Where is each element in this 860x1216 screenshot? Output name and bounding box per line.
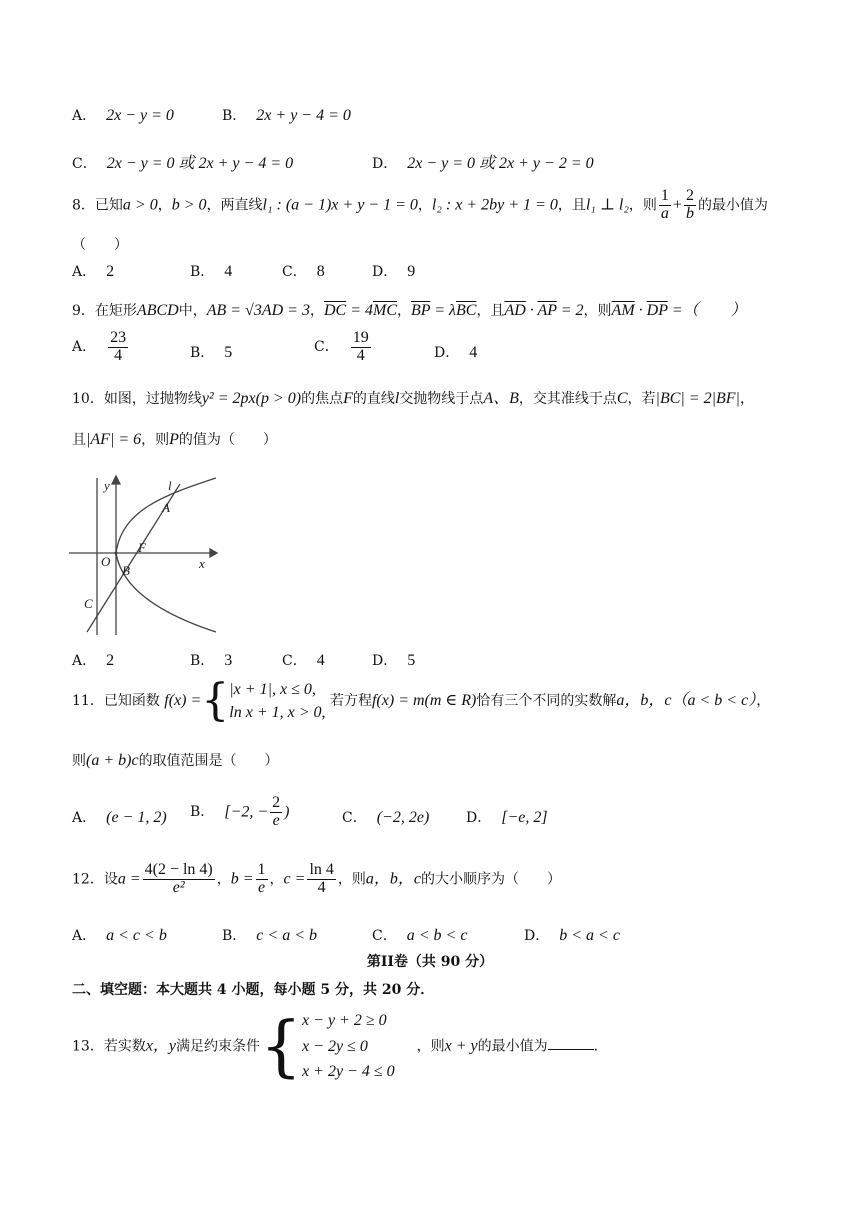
option-text: (−2, 2e) bbox=[376, 809, 430, 826]
denominator: b bbox=[685, 204, 694, 222]
question-11-stem-line2 bbox=[72, 750, 279, 770]
math: a = bbox=[117, 870, 141, 888]
option-label: B． bbox=[190, 653, 215, 669]
constraint-2: x − 2y ≤ 0 bbox=[302, 1037, 368, 1055]
q9-option-d bbox=[434, 342, 477, 362]
constraint-system bbox=[302, 1008, 395, 1085]
x-label: x bbox=[199, 556, 205, 571]
math: (a + b)c bbox=[86, 752, 139, 769]
math: a > 0 bbox=[122, 196, 158, 214]
point-a-label: A bbox=[162, 500, 170, 515]
part-heading: 二、填空题：本大题共 4 小题，每小题 5 分，共 20 分． bbox=[72, 982, 435, 998]
stem-text: ，则 bbox=[416, 1038, 445, 1055]
option-label: A． bbox=[72, 653, 97, 669]
fraction bbox=[351, 330, 371, 365]
vector: $\overline{DC}$ bbox=[323, 302, 347, 319]
option-label: C． bbox=[282, 653, 307, 669]
option-text: 2 bbox=[106, 652, 115, 669]
stem-text: 满足约束条件 bbox=[176, 1038, 261, 1055]
denominator: e bbox=[257, 878, 266, 896]
question-10-stem-line1 bbox=[72, 385, 754, 408]
math: l₁ : (a − 1)x + y − 1 = 0 bbox=[262, 196, 418, 214]
math: ABCD bbox=[136, 302, 179, 319]
stem-text: 的值为（ ） bbox=[178, 432, 277, 448]
q11-option-c bbox=[342, 807, 429, 827]
option-text: 5 bbox=[407, 652, 416, 669]
option-label: D． bbox=[372, 653, 398, 669]
option-text: a < c < b bbox=[106, 927, 167, 944]
numerator: 4(2 − ln 4) bbox=[144, 861, 213, 878]
math: f(x) = bbox=[164, 692, 202, 710]
option-label: D． bbox=[372, 156, 398, 172]
option-label: C． bbox=[314, 339, 339, 356]
math: AB = √3AD = 3 bbox=[206, 302, 310, 319]
math: （a < b < c） bbox=[671, 692, 757, 710]
stem-text: ． bbox=[593, 1038, 608, 1055]
option-label: B． bbox=[222, 108, 247, 124]
option-text: 9 bbox=[407, 263, 416, 280]
option-text: 4 bbox=[316, 652, 325, 669]
stem-text: ， bbox=[739, 391, 754, 407]
option-label: D． bbox=[434, 345, 460, 361]
parabola-figure bbox=[64, 470, 224, 640]
math: |AF| = 6 bbox=[86, 431, 142, 448]
math: = λ bbox=[430, 302, 456, 319]
y-label: y bbox=[104, 478, 110, 493]
math: x + y bbox=[444, 1037, 478, 1055]
math: =（ ） bbox=[667, 302, 747, 319]
denominator: 4 bbox=[114, 346, 123, 364]
stem-text: 的直线 bbox=[352, 391, 395, 407]
option-text: 4 bbox=[469, 344, 478, 361]
denominator: e bbox=[272, 811, 280, 829]
fraction bbox=[659, 188, 671, 223]
constraint-1: x − y + 2 ≥ 0 bbox=[302, 1012, 387, 1029]
math: c = bbox=[283, 870, 306, 888]
point-b-label: B bbox=[122, 563, 130, 578]
q12-option-b bbox=[222, 925, 317, 945]
option-text: [−e, 2] bbox=[501, 809, 548, 826]
fraction bbox=[684, 188, 696, 223]
option-text: 2 bbox=[106, 263, 115, 280]
option-text: 2x − y = 0 bbox=[106, 107, 174, 124]
case-2: ln x + 1, x > 0, bbox=[229, 704, 326, 722]
option-text: 2x + y − 4 = 0 bbox=[256, 107, 351, 124]
option-text: 4 bbox=[224, 263, 233, 280]
stem-text: 中， bbox=[178, 303, 207, 319]
stem-text: ，若 bbox=[627, 391, 656, 407]
stem-text: 8．已知 bbox=[72, 197, 123, 214]
math: f(x) = m(m ∈ R) bbox=[371, 692, 477, 710]
fraction bbox=[270, 795, 282, 830]
stem-text: ， bbox=[269, 871, 284, 888]
q11-option-a bbox=[72, 807, 167, 827]
math: · bbox=[634, 302, 647, 319]
vector: $\overline{MC}$ bbox=[372, 302, 397, 319]
option-label: C． bbox=[72, 156, 97, 172]
option-label: A． bbox=[72, 264, 97, 280]
q10-option-b bbox=[190, 650, 232, 670]
stem-text: 12．设 bbox=[72, 871, 118, 888]
stem-text: ， bbox=[216, 871, 231, 888]
stem-text: ， bbox=[756, 693, 771, 710]
option-label: D． bbox=[466, 810, 492, 826]
math: + bbox=[672, 196, 682, 214]
stem-text: 的取值范围是（ ） bbox=[138, 753, 279, 769]
fraction bbox=[256, 862, 268, 897]
stem-text: 交抛物线于点 bbox=[399, 391, 484, 407]
section-title: 第II卷（共 90 分） bbox=[366, 954, 494, 970]
option-text: ) bbox=[284, 803, 290, 821]
numerator: ln 4 bbox=[309, 861, 334, 878]
option-text: c < a < b bbox=[256, 927, 317, 944]
left-brace-icon: { bbox=[260, 1007, 303, 1085]
q7-option-b bbox=[222, 105, 351, 125]
stem-text: 的焦点 bbox=[301, 391, 344, 407]
vector: $\overline{AD}$ bbox=[504, 302, 526, 319]
stem-text: ，则 bbox=[141, 432, 170, 448]
q8-option-d bbox=[372, 261, 415, 281]
q11-option-b bbox=[190, 795, 289, 830]
option-text: 5 bbox=[224, 344, 233, 361]
option-label: C． bbox=[342, 810, 367, 826]
option-label: B． bbox=[190, 804, 215, 821]
vector: $\overline{BC}$ bbox=[455, 302, 477, 319]
option-text: a < b < c bbox=[406, 927, 468, 944]
stem-text: 且 bbox=[72, 432, 86, 448]
numerator: 2 bbox=[272, 794, 281, 811]
stem-text: ，且 bbox=[476, 303, 505, 319]
math: a，b，c bbox=[365, 870, 422, 888]
stem-text: ， bbox=[309, 303, 324, 319]
math: b = bbox=[230, 870, 254, 888]
stem-text: ， bbox=[157, 197, 172, 214]
stem-text: 10．如图，过抛物线 bbox=[72, 391, 202, 407]
q7-option-d bbox=[372, 150, 594, 173]
math: y² = 2px(p > 0) bbox=[201, 390, 302, 407]
q8-option-b bbox=[190, 261, 232, 281]
numerator: 2 bbox=[685, 187, 694, 204]
stem-text: ， bbox=[396, 303, 411, 319]
vector: $\overline{AM}$ bbox=[611, 302, 635, 319]
option-text: 3 bbox=[224, 652, 233, 669]
denominator: 4 bbox=[356, 346, 365, 364]
denominator: e² bbox=[172, 878, 185, 896]
question-11-stem bbox=[72, 675, 771, 727]
q10-option-c bbox=[282, 650, 325, 670]
q11-option-d bbox=[466, 807, 548, 827]
option-text: b < a < c bbox=[559, 927, 620, 944]
option-label: D． bbox=[524, 928, 550, 944]
q10-option-d bbox=[372, 650, 415, 670]
q7-option-a bbox=[72, 105, 174, 125]
math: = 4 bbox=[346, 302, 373, 319]
stem-text: 则 bbox=[72, 753, 86, 769]
denominator: a bbox=[660, 204, 669, 222]
case-1: |x + 1|, x ≤ 0, bbox=[229, 681, 316, 698]
stem-text: ， bbox=[417, 197, 432, 214]
question-9-stem bbox=[72, 297, 747, 320]
math: · bbox=[525, 302, 538, 319]
q7-option-c bbox=[72, 150, 293, 173]
x-axis-arrow bbox=[210, 549, 217, 557]
stem-text: 13．若实数 bbox=[72, 1038, 146, 1055]
math: x，y bbox=[145, 1037, 177, 1055]
stem-text: ，则 bbox=[583, 303, 612, 319]
option-label: B． bbox=[190, 264, 215, 280]
numerator: 1 bbox=[660, 187, 669, 204]
denominator: 4 bbox=[317, 878, 326, 896]
option-label: B． bbox=[222, 928, 247, 944]
origin-label: O bbox=[101, 554, 111, 569]
question-13-stem bbox=[72, 1008, 608, 1085]
option-text: 2x − y = 0 或 2x + y − 4 = 0 bbox=[106, 155, 294, 172]
option-label: A． bbox=[72, 339, 97, 356]
option-text: (e − 1, 2) bbox=[106, 809, 167, 826]
point-c-label: C bbox=[84, 596, 93, 611]
stem-text: ，则 bbox=[337, 871, 366, 888]
option-label: B． bbox=[190, 345, 215, 361]
constraint-3: x + 2y − 4 ≤ 0 bbox=[302, 1063, 395, 1081]
math: F bbox=[343, 390, 353, 407]
question-8-paren bbox=[72, 234, 128, 254]
left-brace-icon: { bbox=[201, 675, 230, 727]
line-l-label: l bbox=[168, 478, 172, 493]
stem-text: ，两直线 bbox=[206, 197, 263, 214]
math: b > 0 bbox=[171, 196, 207, 214]
stem-text: ，交其准线于点 bbox=[518, 391, 617, 407]
q9-option-c bbox=[314, 330, 373, 365]
stem-text: 恰有三个不同的实数解 bbox=[476, 693, 617, 710]
option-label: C． bbox=[372, 928, 397, 944]
numerator: 19 bbox=[352, 329, 369, 346]
vector: $\overline{BP}$ bbox=[410, 302, 431, 319]
option-text: 8 bbox=[316, 263, 325, 280]
math: C bbox=[616, 390, 628, 407]
math: P bbox=[169, 431, 179, 448]
q9-option-b bbox=[190, 342, 232, 362]
stem-text: 的最小值为 bbox=[697, 197, 768, 214]
piecewise-cases bbox=[229, 678, 325, 724]
math: |BC| = 2|BF| bbox=[655, 390, 740, 407]
option-text: 2x − y = 0 或 2x + y − 2 = 0 bbox=[407, 155, 594, 172]
origin-dot bbox=[114, 551, 117, 554]
option-text: [−2, − bbox=[224, 803, 269, 821]
stem-text: 11．已知函数 bbox=[72, 693, 160, 710]
q9-option-a bbox=[72, 330, 130, 365]
stem-text: 9．在矩形 bbox=[72, 303, 137, 319]
fraction bbox=[108, 330, 128, 365]
option-label: A． bbox=[72, 928, 97, 944]
math: = 2 bbox=[556, 302, 584, 319]
q10-option-a bbox=[72, 650, 114, 670]
question-8-stem bbox=[72, 188, 768, 223]
q8-option-a bbox=[72, 261, 114, 281]
numerator: 1 bbox=[257, 861, 266, 878]
option-label: C． bbox=[282, 264, 307, 280]
stem-text: 的最小值为 bbox=[477, 1038, 548, 1055]
answer-blank[interactable] bbox=[548, 1049, 594, 1050]
q12-option-a bbox=[72, 925, 167, 945]
q12-option-d bbox=[524, 925, 620, 945]
fraction bbox=[307, 862, 335, 897]
answer-paren: （ ） bbox=[72, 237, 128, 253]
math: l bbox=[394, 390, 400, 407]
option-label: D． bbox=[372, 264, 398, 280]
stem-text: 若方程 bbox=[329, 693, 372, 710]
math: l₂ : x + 2by + 1 = 0 bbox=[431, 196, 558, 214]
fraction bbox=[143, 862, 215, 897]
numerator: 23 bbox=[110, 329, 127, 346]
stem-text: 的大小顺序为（ ） bbox=[421, 871, 562, 888]
stem-text: ，且 bbox=[557, 197, 586, 214]
q12-option-c bbox=[372, 925, 467, 945]
question-12-stem bbox=[72, 862, 561, 897]
question-10-stem-line2 bbox=[72, 429, 277, 449]
vector: $\overline{DP}$ bbox=[646, 302, 668, 319]
math: a，b，c bbox=[616, 692, 672, 710]
math: A、B bbox=[483, 390, 519, 407]
option-label: A． bbox=[72, 810, 97, 826]
q8-option-c bbox=[282, 261, 325, 281]
option-label: A． bbox=[72, 108, 97, 124]
y-axis-arrow bbox=[112, 476, 120, 484]
focus-label: F bbox=[138, 540, 146, 555]
stem-text: ，则 bbox=[628, 197, 657, 214]
vector: $\overline{AP}$ bbox=[537, 302, 557, 319]
math: l₁ ⊥ l₂ bbox=[585, 196, 629, 214]
